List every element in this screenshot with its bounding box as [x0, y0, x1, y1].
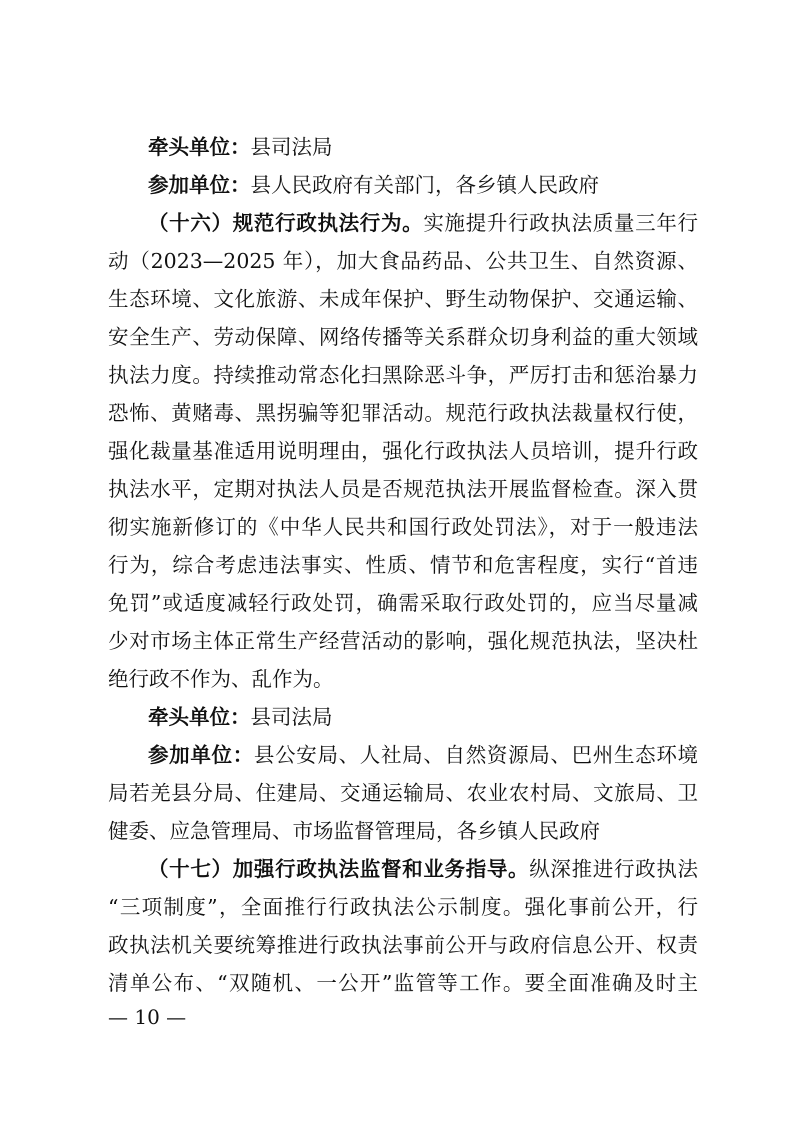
section-17-line: 清单公布、“双随机、一公开”监管等工作。要全面准确及时主 [108, 971, 698, 995]
section-17-line: “三项制度”，全面推行行政执法公示制度。强化事前公开，行 [108, 895, 698, 919]
participating-unit-line: 局若羌县分局、住建局、交通运输局、农业农村局、文旅局、卫 [108, 781, 698, 805]
section-16-line: 恐怖、黄赌毒、黑拐骗等犯罪活动。规范行政执法裁量权行使， [108, 401, 698, 425]
participating-unit-label: 参加单位： [148, 173, 251, 197]
section-16-line: 执法力度。持续推动常态化扫黑除恶斗争，严厉打击和惩治暴力 [108, 363, 698, 387]
section-17-line: 政执法机关要统筹推进行政执法事前公开与政府信息公开、权责 [108, 933, 698, 957]
section-16-heading: （十六）规范行政执法行为。 [148, 211, 424, 235]
lead-unit-text: 县司法局 [250, 135, 333, 159]
participating-unit-label: 参加单位： [148, 743, 254, 767]
lead-unit-label: 牵头单位： [148, 135, 251, 159]
section-16-text: 实施提升行政执法质量三年行 [423, 211, 699, 235]
section-16-line: 免罚”或适度减轻行政处罚，确需采取行政处罚的，应当尽量减 [108, 591, 698, 615]
section-16-line: 少对市场主体正常生产经营活动的影响，强化规范执法，坚决杜 [108, 629, 698, 653]
section-16-line: 强化裁量基准适用说明理由，强化行政执法人员培训，提升行政 [108, 439, 698, 463]
lead-unit-label: 牵头单位： [148, 705, 251, 729]
participating-unit-line-2 [148, 739, 698, 771]
section-16-line [148, 207, 698, 239]
lead-unit-line-1 [148, 131, 698, 163]
section-16-line: 生态环境、文化旅游、未成年保护、野生动物保护、交通运输、 [108, 287, 698, 311]
section-16-line: 执法水平，定期对执法人员是否规范执法开展监督检查。深入贯 [108, 477, 698, 501]
section-17-heading: （十七）加强行政执法监督和业务指导。 [148, 857, 530, 881]
participating-unit-text: 县公安局、人社局、自然资源局、巴州生态环境 [253, 743, 699, 767]
section-16-line: 行为，综合考虑违法事实、性质、情节和危害程度，实行“首违 [108, 553, 698, 577]
section-16-line: 安全生产、劳动保障、网络传播等关系群众切身利益的重大领域 [108, 325, 698, 349]
lead-unit-text: 县司法局 [250, 705, 333, 729]
section-17-text: 纵深推进行政执法 [529, 857, 699, 881]
section-16-line: 绝行政不作为、乱作为。 [108, 667, 334, 691]
page-number: — 10 — [108, 1005, 187, 1029]
participating-unit-text: 县人民政府有关部门，各乡镇人民政府 [250, 173, 599, 197]
section-16-line: 彻实施新修订的《中华人民共和国行政处罚法》，对于一般违法 [108, 515, 698, 539]
participating-unit-line: 健委、应急管理局、市场监督管理局，各乡镇人民政府 [108, 819, 600, 843]
section-17-line [148, 853, 698, 885]
section-16-line: 动（2023—2025 年），加大食品药品、公共卫生、自然资源、 [108, 249, 698, 273]
participating-unit-line-1 [148, 169, 698, 201]
lead-unit-line-2 [148, 701, 698, 733]
